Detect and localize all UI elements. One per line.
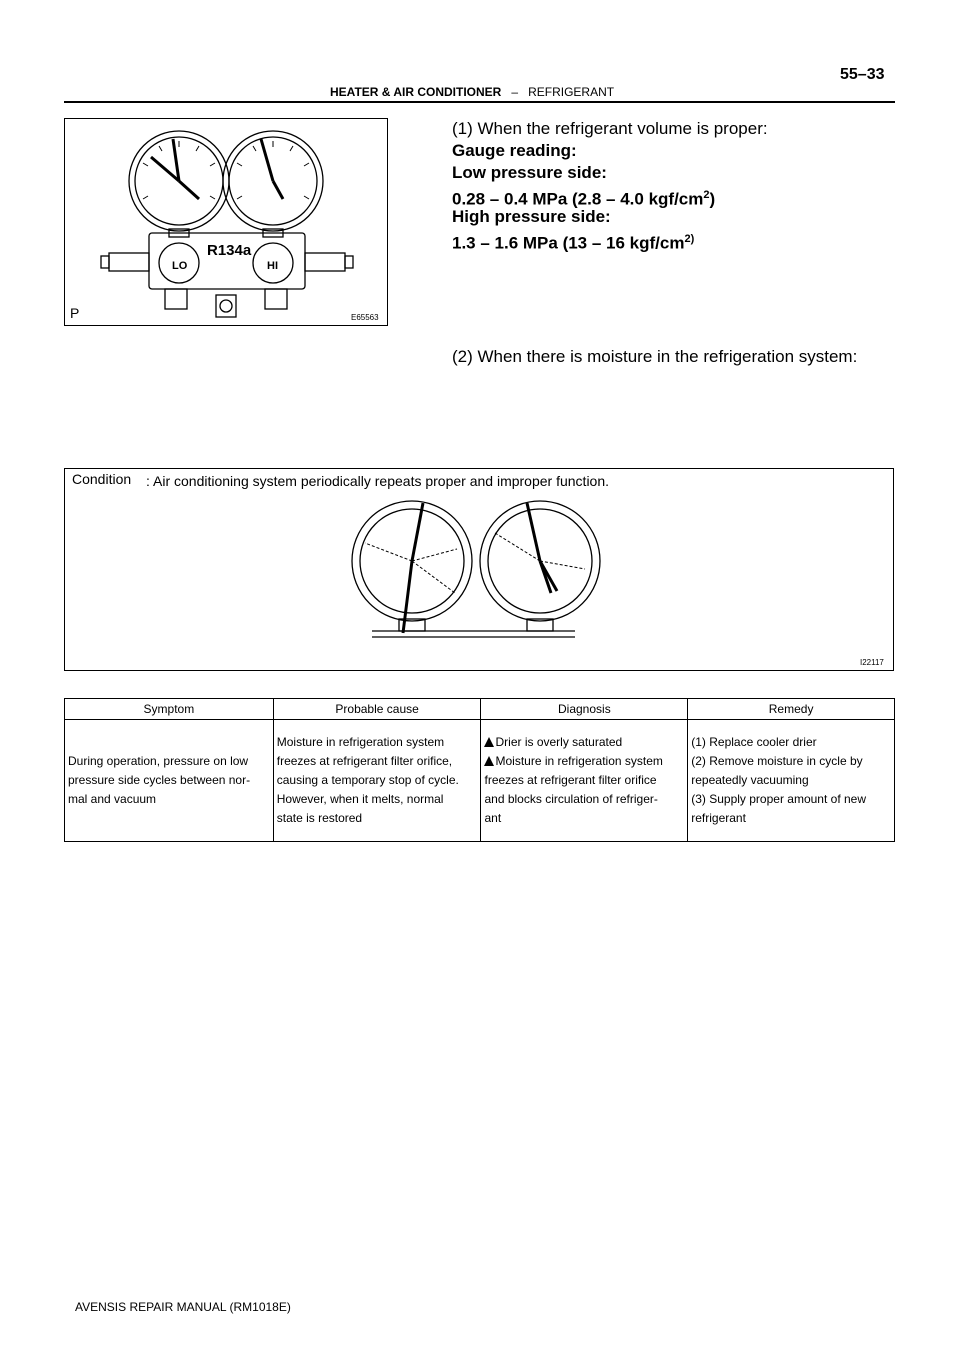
- header-section: HEATER & AIR CONDITIONER: [330, 85, 502, 99]
- low-side-label: Low pressure side:: [452, 163, 607, 182]
- page-number: 55–33: [840, 66, 885, 83]
- high-side-label: High pressure side:: [452, 207, 611, 226]
- high-side-value: [452, 228, 694, 255]
- low-side-end: ): [709, 189, 716, 209]
- header-subsection: REFRIGERANT: [528, 85, 615, 99]
- running-header: [330, 85, 614, 99]
- triangle-bullet-icon: [484, 756, 494, 766]
- condition-label: Condition: [72, 471, 132, 487]
- diagnosis-line: ant: [484, 811, 502, 825]
- header-remedy: Remedy: [688, 699, 895, 720]
- low-side-value-text: 0.28 – 0.4 MPa (2.8 – 4.0 kgf/cm: [452, 189, 704, 209]
- diagnosis-bullet-2: [484, 752, 684, 771]
- table-header-row: [65, 699, 895, 720]
- diagnosis-cell: [481, 720, 688, 842]
- step2-text: (2) When there is moisture in the refrigeration system:: [452, 347, 858, 366]
- symptom-cell: [65, 720, 274, 842]
- symptom-line: pressure side cycles between nor-: [68, 773, 251, 787]
- header-symptom: Symptom: [65, 699, 274, 720]
- header-probable-cause: Probable cause: [273, 699, 481, 720]
- remedy-cell: [688, 720, 895, 842]
- figure-corner-letter: P: [70, 305, 80, 321]
- figure-condition-gauges: [64, 468, 894, 671]
- step1-text: (1) When the refrigerant volume is proper:: [452, 119, 768, 138]
- diagnosis-bullet-1: [484, 733, 684, 752]
- cause-line: freezes at refrigerant filter orifice,: [276, 754, 453, 768]
- refrigerant-label: R134a: [207, 242, 252, 259]
- gauge-reading-label: Gauge reading:: [452, 141, 577, 160]
- table-row: [65, 720, 895, 842]
- triangle-bullet-icon: [484, 737, 494, 747]
- cause-line: However, when it melts, normal: [276, 792, 444, 806]
- lo-label: LO: [172, 260, 188, 272]
- cause-line: state is restored: [276, 811, 363, 825]
- header-rule: [64, 101, 895, 103]
- header-diagnosis: Diagnosis: [481, 699, 688, 720]
- remedy-line: refrigerant: [691, 811, 746, 825]
- condition-gauge-illustration: [345, 493, 615, 643]
- manual-footer: AVENSIS REPAIR MANUAL (RM1018E): [75, 1300, 291, 1314]
- symptom-line: During operation, pressure on low: [68, 754, 249, 768]
- figure1-id: E65563: [351, 313, 379, 322]
- diagnosis-bullet-text: Drier is overly saturated: [495, 735, 623, 749]
- high-side-sup: 2): [684, 233, 695, 245]
- diagnosis-line: freezes at refrigerant filter orifice: [484, 773, 657, 787]
- remedy-line: (2) Remove moisture in cycle by: [691, 754, 863, 768]
- cause-cell: [273, 720, 481, 842]
- manifold-gauge-illustration: [65, 119, 387, 325]
- diagnosis-line: and blocks circulation of refriger-: [484, 792, 658, 806]
- high-side-value-text: 1.3 – 1.6 MPa (13 – 16 kgf/cm: [452, 233, 685, 253]
- hi-label: HI: [267, 260, 278, 272]
- diagnosis-bullet-text: Moisture in refrigeration system: [495, 754, 663, 768]
- low-side-sup: 2: [703, 189, 710, 201]
- symptom-line: mal and vacuum: [68, 792, 157, 806]
- remedy-line: repeatedly vacuuming: [691, 773, 809, 787]
- header-separator: –: [511, 85, 519, 99]
- remedy-line: (1) Replace cooler drier: [691, 735, 817, 749]
- condition-text: : Air conditioning system periodically repeats proper and improper function.: [146, 473, 610, 489]
- figure2-id: I22117: [860, 658, 884, 667]
- cause-line: causing a temporary stop of cycle.: [276, 773, 459, 787]
- cause-line: Moisture in refrigeration system: [276, 735, 445, 749]
- figure-manifold-gauge: [64, 118, 388, 326]
- diagnosis-table: [64, 698, 895, 842]
- remedy-line: (3) Supply proper amount of new: [691, 792, 866, 806]
